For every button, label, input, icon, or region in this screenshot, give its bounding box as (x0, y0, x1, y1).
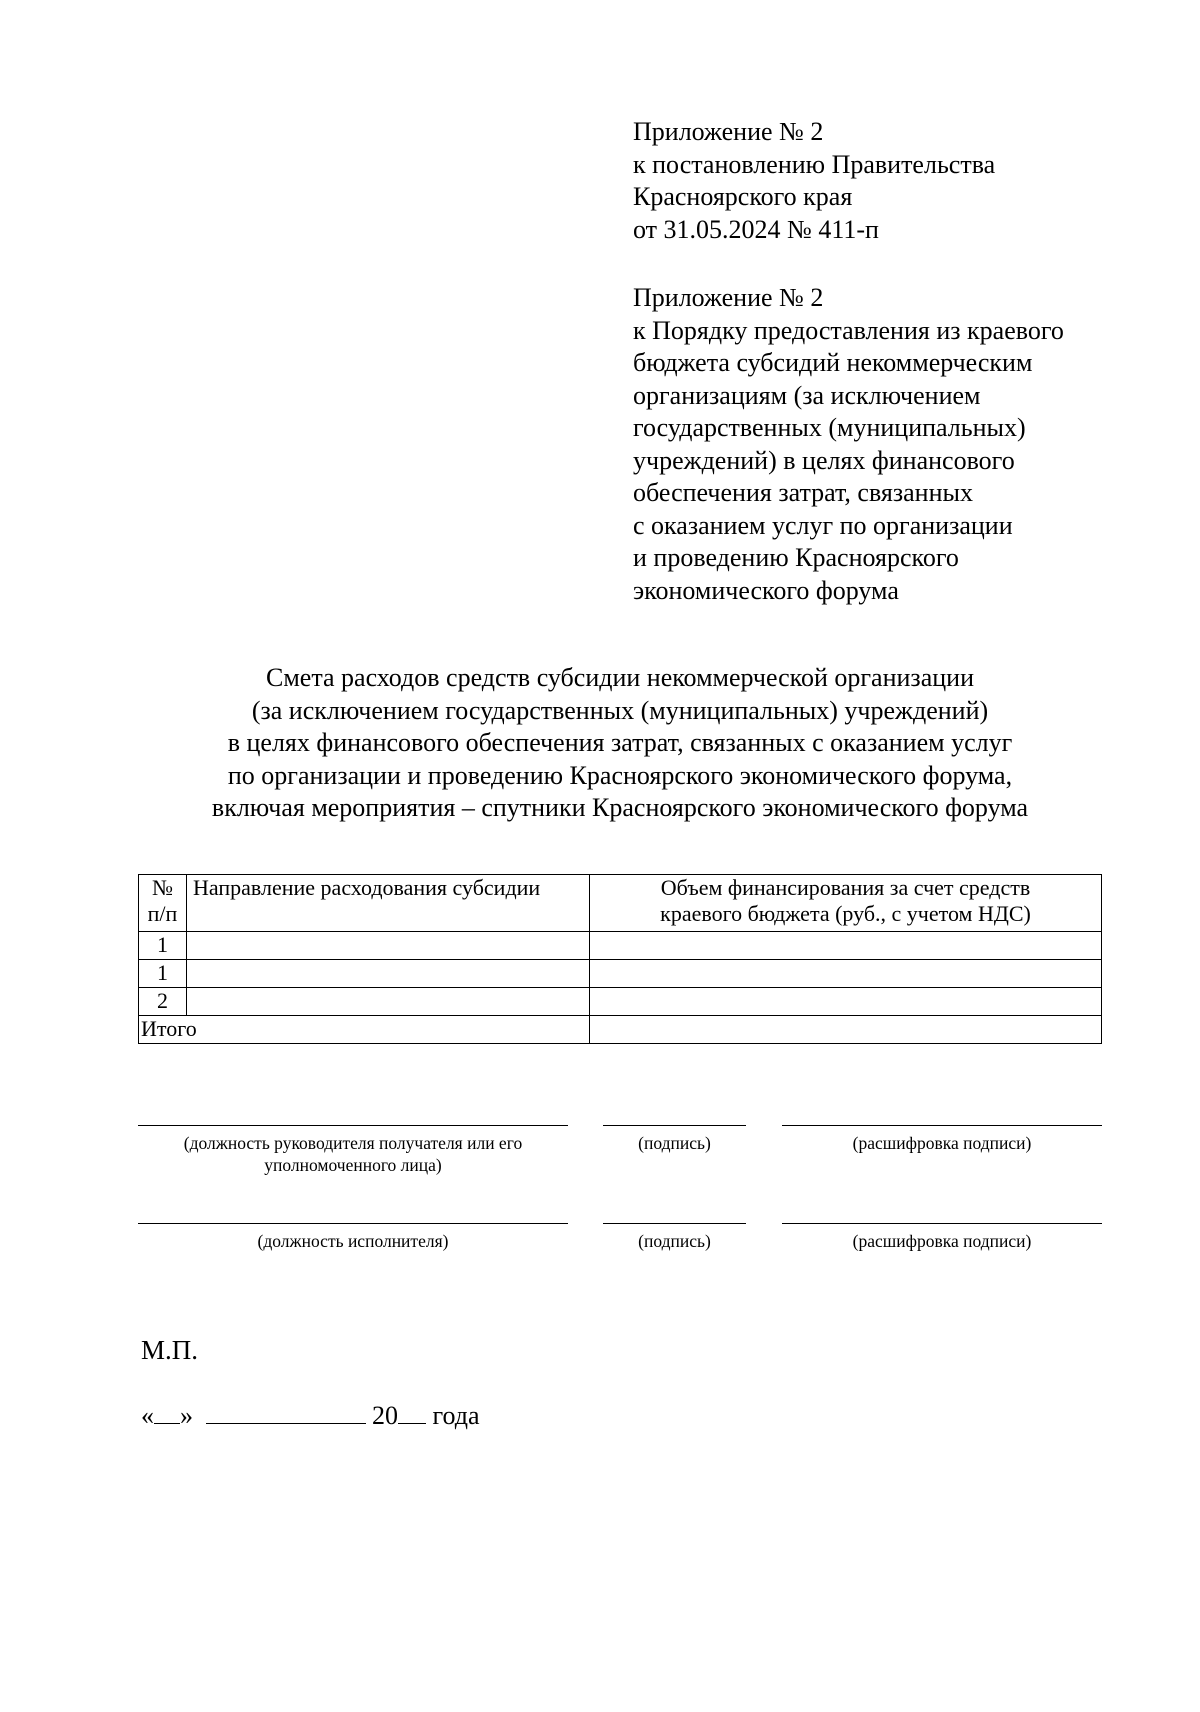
head-signature-caption: (подпись) (638, 1133, 711, 1153)
head-decryption-caption: (расшифровка подписи) (852, 1133, 1032, 1153)
head-decryption-line[interactable] (782, 1125, 1102, 1126)
appendix-1-block (633, 116, 995, 246)
row-number: 1 (139, 960, 187, 988)
appendix-1-line: Приложение № 2 (633, 117, 824, 146)
appendix-2-line: к Порядку предоставления из краевого (633, 315, 1064, 345)
header-direction: Направление расходования субсидии (187, 875, 590, 932)
row-volume[interactable] (590, 932, 1102, 960)
executor-signature-caption: (подпись) (638, 1231, 711, 1251)
header-number-line2: п/п (147, 901, 178, 926)
appendix-2-line: обеспечения затрат, связанных (633, 478, 973, 507)
title-line: включая мероприятия – спутники Красноярского экономического форума (211, 793, 1029, 822)
estimate-table (138, 874, 1102, 1044)
header-number-line1: № (152, 875, 173, 900)
total-label: Итого (139, 1016, 590, 1044)
row-number: 2 (139, 988, 187, 1016)
table-total-row (139, 1016, 1102, 1044)
header-volume (590, 875, 1102, 932)
head-signature-line[interactable] (603, 1125, 746, 1126)
title-line: (за исключением государственных (муниципальных) учреждений) (251, 695, 989, 725)
table-row (139, 988, 1102, 1016)
executor-position-caption: (должность исполнителя) (257, 1231, 449, 1251)
header-volume-line2: краевого бюджета (руб., с учетом НДС) (660, 901, 1031, 926)
appendix-1-line: Красноярского края (633, 182, 853, 211)
row-direction[interactable] (187, 932, 590, 960)
year-prefix: 20 (372, 1401, 398, 1430)
appendix-2-line: с оказанием услуг по организации (633, 510, 1013, 540)
month-blank[interactable] (206, 1401, 366, 1424)
stamp-label: М.П. (141, 1335, 199, 1365)
executor-decryption-line[interactable] (782, 1223, 1102, 1224)
header-volume-line1: Объем финансирования за счет средств (660, 875, 1031, 900)
appendix-2-line: Приложение № 2 (633, 283, 824, 312)
appendix-2-line: учреждений) в целях финансового (633, 445, 1015, 475)
table-row (139, 960, 1102, 988)
executor-position-line[interactable] (138, 1223, 568, 1224)
document-title (140, 662, 1100, 825)
appendix-2-block (633, 282, 1064, 607)
head-position-line[interactable] (138, 1125, 568, 1126)
executor-signature-line[interactable] (603, 1223, 746, 1224)
title-line: Смета расходов средств субсидии некоммерческой организации (266, 663, 974, 692)
row-number: 1 (139, 932, 187, 960)
row-direction[interactable] (187, 960, 590, 988)
header-number (139, 875, 187, 932)
head-position-caption (138, 1132, 568, 1176)
date-open-quote: « (141, 1401, 154, 1430)
appendix-2-line: бюджета субсидий некоммерческим (633, 348, 1033, 377)
date-line (141, 1399, 480, 1433)
head-position-caption-line1: (должность руководителя получателя или его (183, 1133, 523, 1153)
table-row (139, 932, 1102, 960)
year-blank[interactable] (398, 1401, 426, 1424)
day-blank[interactable] (154, 1401, 180, 1424)
appendix-1-line: к постановлению Правительства (633, 149, 996, 179)
row-volume[interactable] (590, 960, 1102, 988)
executor-decryption-caption: (расшифровка подписи) (852, 1231, 1032, 1251)
appendix-2-line: организациям (за исключением (633, 380, 981, 410)
appendix-2-line: и проведению Красноярского (633, 543, 959, 572)
date-close-quote: » (180, 1401, 193, 1430)
row-volume[interactable] (590, 988, 1102, 1016)
title-line: по организации и проведению Красноярского экономического форума, (227, 760, 1013, 790)
head-position-caption-line2: уполномоченного лица) (264, 1155, 442, 1175)
appendix-2-line: государственных (муниципальных) (633, 413, 1026, 442)
appendix-2-line: экономического форума (633, 575, 899, 605)
total-value[interactable] (590, 1016, 1102, 1044)
row-direction[interactable] (187, 988, 590, 1016)
title-line: в целях финансового обеспечения затрат, связанных с оказанием услуг (227, 728, 1013, 757)
table-header-row (139, 875, 1102, 932)
appendix-1-line: от 31.05.2024 № 411-п (633, 214, 879, 244)
year-suffix: года (432, 1401, 480, 1430)
